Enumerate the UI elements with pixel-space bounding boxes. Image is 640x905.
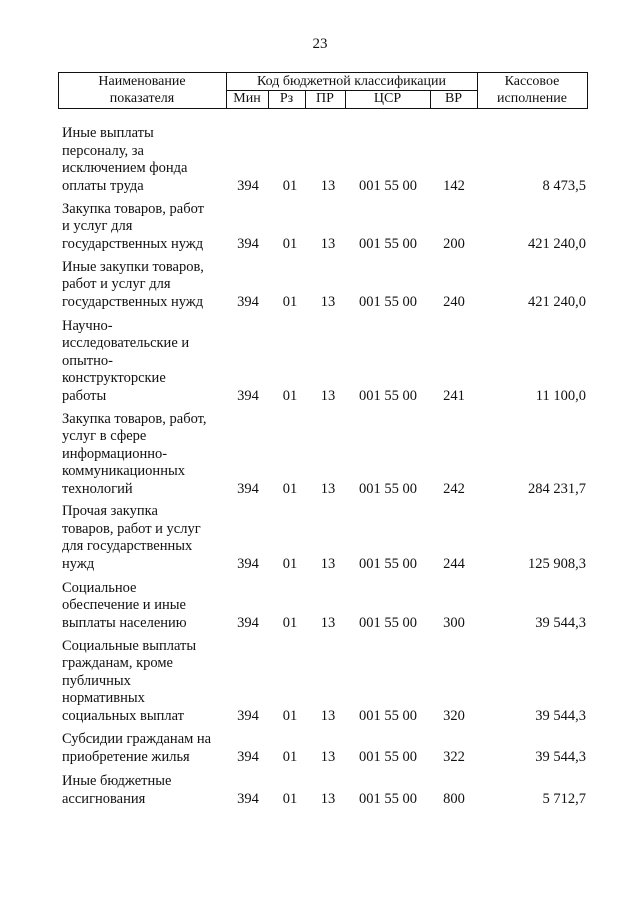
cell-vr: 242 [443,480,465,497]
cell-pr: 13 [320,614,336,631]
cell-csr: 001 55 00 [359,790,417,807]
indicator-name-line: оплаты труда [62,177,144,194]
cell-csr: 001 55 00 [359,555,417,572]
cell-min: 394 [237,614,259,631]
indicator-name-line: работ и услуг для [62,276,171,292]
indicator-name-line: исследовательские и [62,335,190,351]
cell-sum: 284 231,7 [528,480,586,497]
header-rz: Рз [279,91,294,106]
cell-sum: 421 240,0 [528,293,586,310]
indicator-name-line: информационно- [62,445,168,462]
cell-min: 394 [237,293,259,310]
cell-min: 394 [237,387,259,404]
cell-pr: 13 [320,790,336,807]
indicator-name-line: Субсидии гражданам на [62,731,212,747]
indicator-name [62,773,224,808]
cell-vr: 320 [443,707,465,724]
indicator-name-line: государственных нужд [62,293,204,310]
cell-min: 394 [237,235,259,252]
cell-min: 394 [237,707,259,724]
cell-rz: 01 [282,555,298,572]
cell-pr: 13 [320,235,336,252]
indicator-name-line: коммуникационных [62,463,185,479]
indicator-name-line: нормативных [62,690,145,706]
cell-rz: 01 [282,177,298,194]
indicator-name-line: услуг в сфере [62,428,147,444]
header-exec-line2: исполнение [497,91,567,106]
indicator-name-line: обеспечение и иные [62,597,186,613]
cell-pr: 13 [320,293,336,310]
cell-rz: 01 [282,748,298,765]
cell-pr: 13 [320,387,336,404]
cell-sum: 125 908,3 [528,555,586,572]
indicator-name-line: ассигнования [62,790,146,807]
indicator-name-line: гражданам, кроме [62,655,173,671]
header-exec-line1: Кассовое [504,74,560,89]
indicator-name-line: Иные выплаты [62,125,154,141]
cell-vr: 322 [443,748,465,765]
indicator-name-line: Прочая закупка [62,503,158,519]
cell-min: 394 [237,480,259,497]
cell-vr: 142 [443,177,465,194]
indicator-name-line: государственных нужд [62,235,204,252]
indicator-name-line: Закупка товаров, работ [62,200,204,217]
cell-rz: 01 [282,387,298,404]
indicator-name-line: работы [62,387,107,404]
cell-vr: 241 [443,387,465,404]
cell-min: 394 [237,177,259,194]
indicator-name-line: Закупка товаров, работ, [62,410,207,427]
header-vr: ВР [444,91,463,106]
indicator-name-line: публичных [62,672,131,689]
cell-csr: 001 55 00 [359,235,417,252]
cell-vr: 244 [443,555,465,572]
cell-vr: 800 [443,790,465,807]
header-code-group: Код бюджетной классификации [257,74,446,89]
indicator-name-line: Социальное [62,579,137,596]
indicator-name-line: технологий [62,480,133,497]
cell-sum: 8 473,5 [542,177,586,194]
indicator-name-line: для государственных [62,538,193,554]
indicator-name-line: Научно- [62,317,113,334]
cell-pr: 13 [320,555,336,572]
indicator-name-line: социальных выплат [62,707,184,724]
header-pr: ПР [316,91,334,106]
header-csr: ЦСР [373,91,402,106]
indicator-name-line: выплаты населению [62,614,187,631]
cell-min: 394 [237,790,259,807]
cell-csr: 001 55 00 [359,748,417,765]
page-number: 23 [312,36,328,52]
indicator-name-line: исключением фонда [62,160,188,176]
cell-min: 394 [237,748,259,765]
cell-pr: 13 [320,177,336,194]
cell-sum: 39 544,3 [535,748,586,765]
cell-rz: 01 [282,235,298,252]
indicator-name-line: конструкторские [62,370,166,386]
cell-rz: 01 [282,614,298,631]
cell-pr: 13 [320,748,336,765]
header-min: Мин [233,91,261,106]
cell-rz: 01 [282,790,298,807]
cell-sum: 39 544,3 [535,707,586,724]
cell-csr: 001 55 00 [359,614,417,631]
indicator-name-line: и услуг для [62,218,133,234]
cell-csr: 001 55 00 [359,707,417,724]
cell-pr: 13 [320,480,336,497]
cell-pr: 13 [320,707,336,724]
cell-csr: 001 55 00 [359,387,417,404]
cell-rz: 01 [282,480,298,497]
cell-csr: 001 55 00 [359,480,417,497]
indicator-name-line: Иные закупки товаров, [62,258,204,275]
indicator-name-line: Социальные выплаты [62,637,197,654]
cell-sum: 421 240,0 [528,235,586,252]
indicator-name-line: опытно- [62,352,113,369]
indicator-name-line: приобретение жилья [62,748,190,765]
cell-rz: 01 [282,707,298,724]
indicator-name-line: Иные бюджетные [62,773,172,789]
indicator-name-line: товаров, работ и услуг [62,520,201,537]
header-name-line1: Наименование [98,74,186,89]
cell-sum: 11 100,0 [535,387,586,404]
cell-vr: 200 [443,235,465,252]
cell-rz: 01 [282,293,298,310]
header-name-line2: показателя [109,91,175,106]
cell-vr: 300 [443,614,465,631]
cell-sum: 39 544,3 [535,614,586,631]
cell-min: 394 [237,555,259,572]
cell-csr: 001 55 00 [359,177,417,194]
indicator-name-line: нужд [62,555,95,572]
cell-vr: 240 [443,293,465,310]
cell-csr: 001 55 00 [359,293,417,310]
indicator-name-line: персоналу, за [62,142,144,159]
cell-sum: 5 712,7 [542,790,586,807]
